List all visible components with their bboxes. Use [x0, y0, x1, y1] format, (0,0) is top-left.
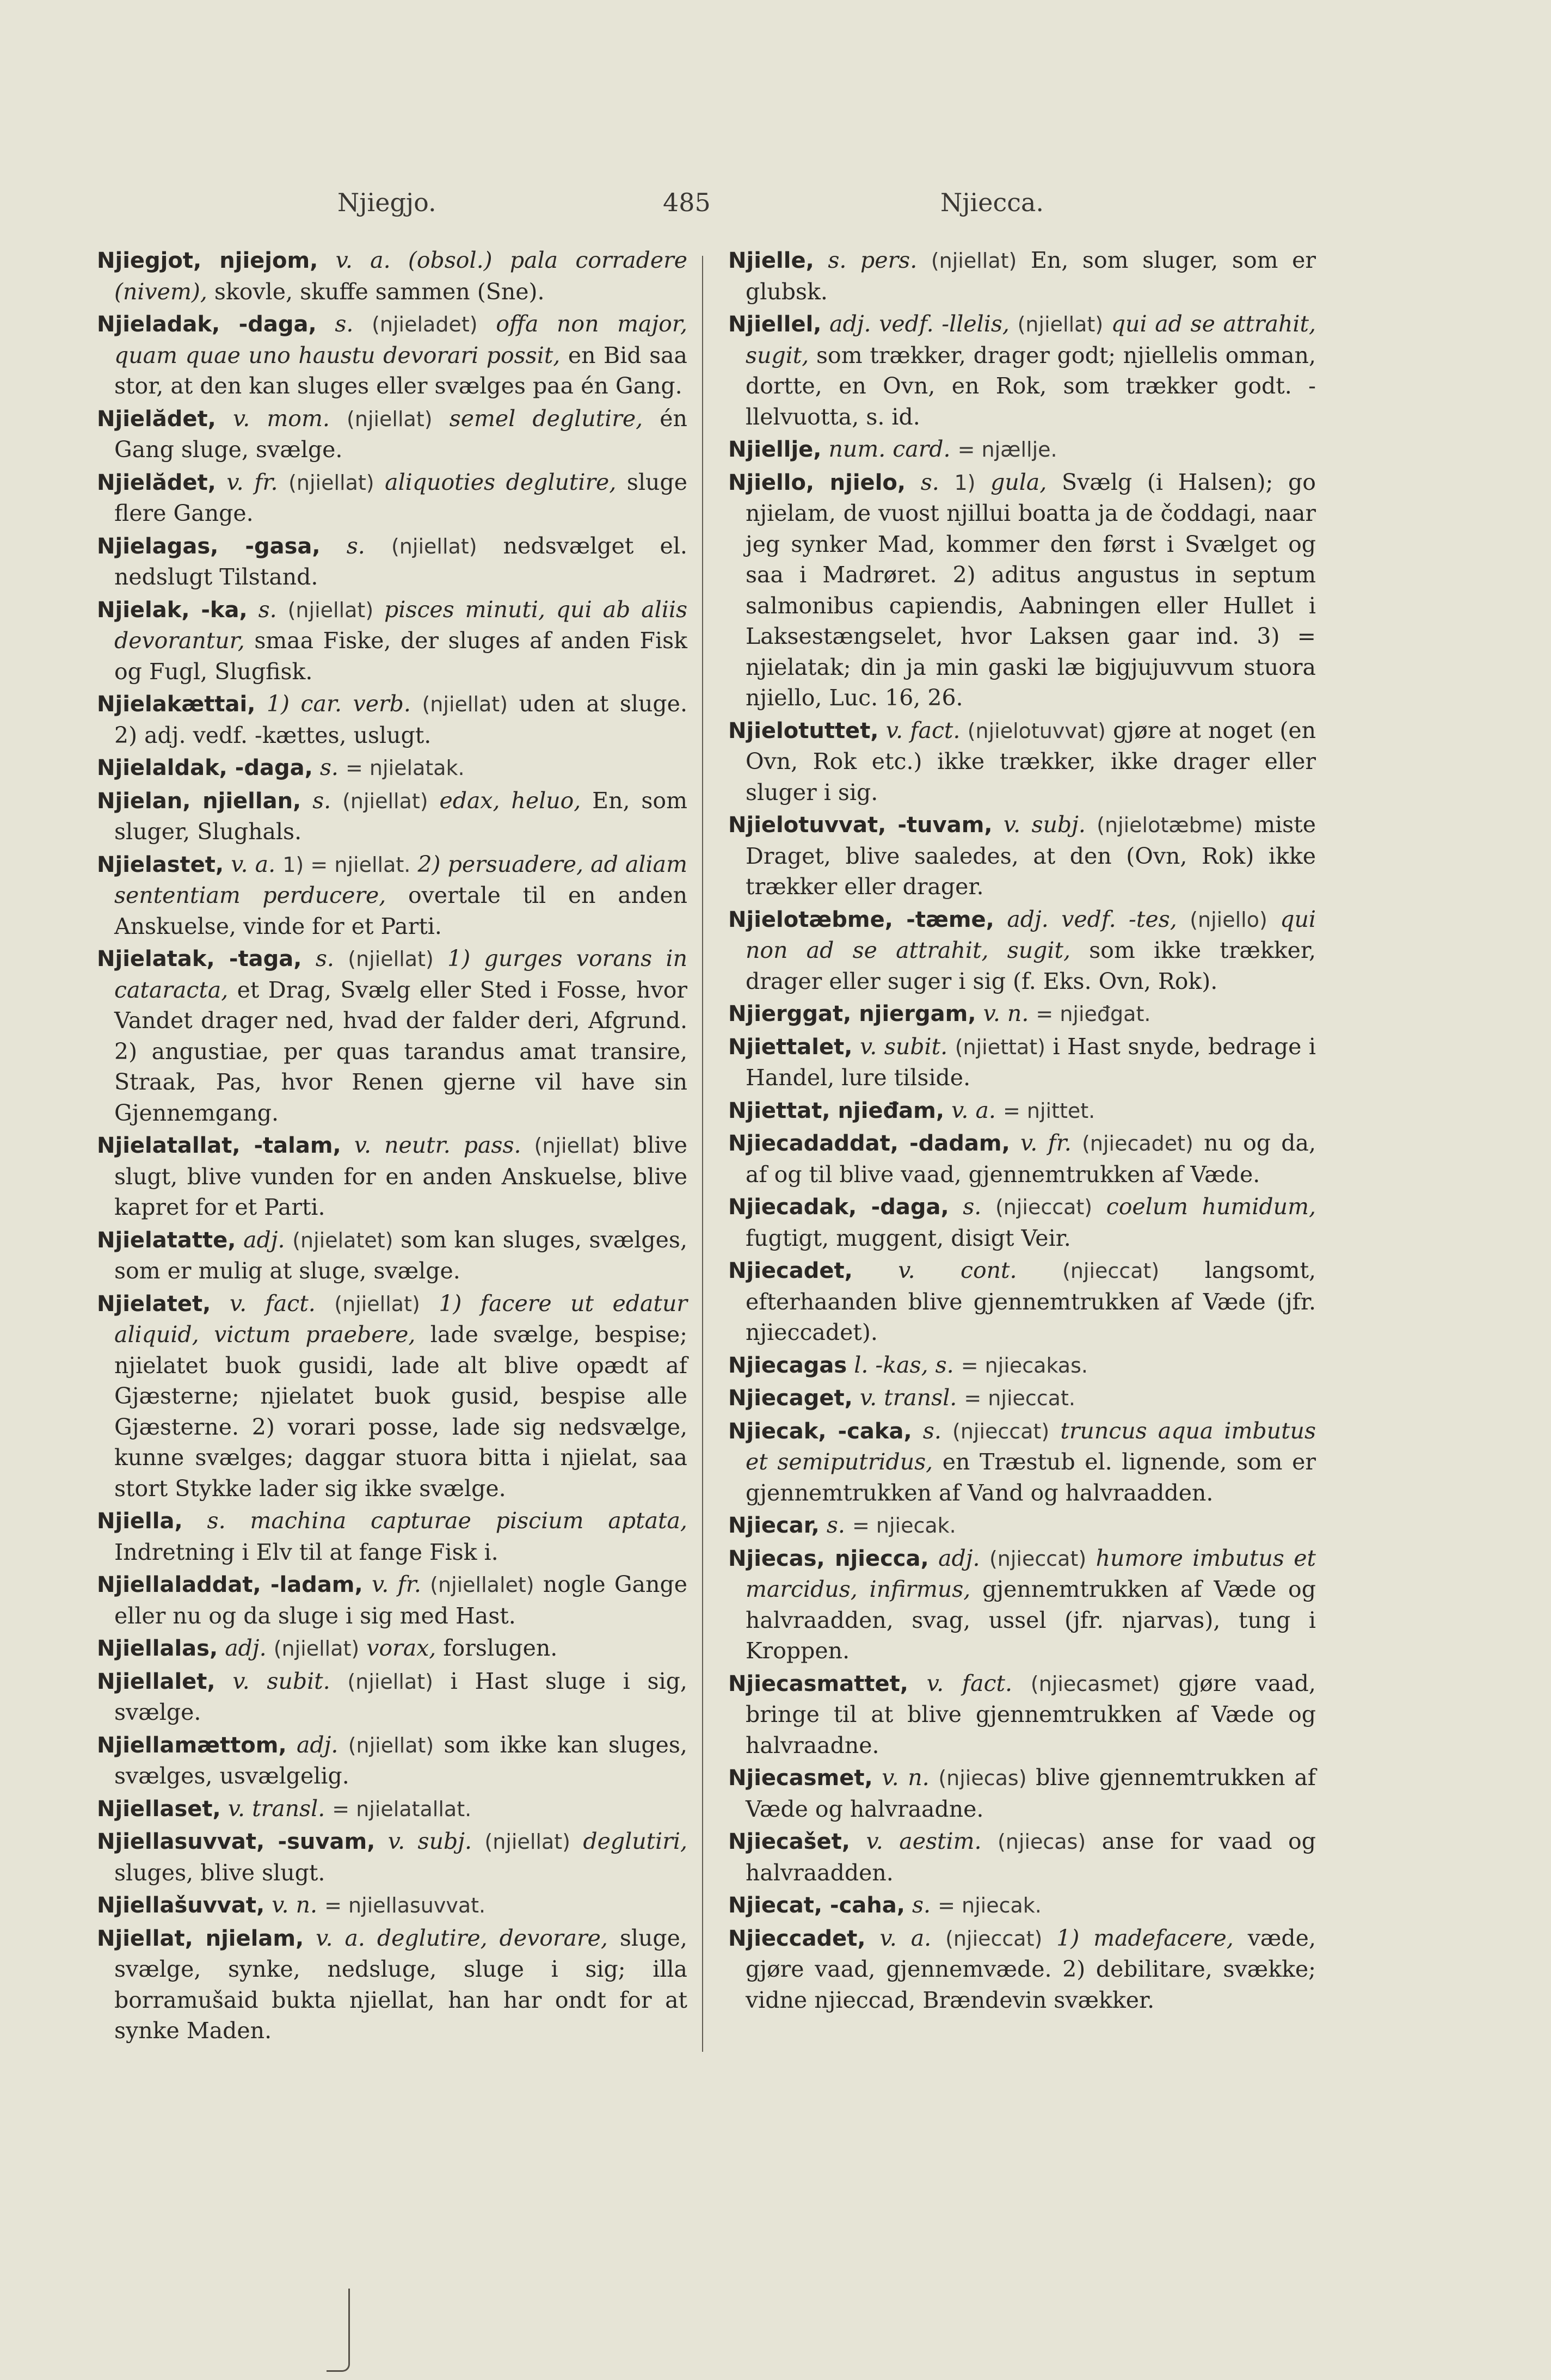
latin-gloss: deglutiri, [583, 1828, 687, 1854]
grammar-label: v. a. [316, 1924, 365, 1951]
latin-gloss: 1) facere ut edatur aliquid, victum praebere, [114, 1290, 687, 1348]
etymology-reference: (njiellat) [931, 249, 1017, 273]
headword: Njielagas, -gasa, [97, 533, 321, 559]
etymology-reference: = njiecak. [938, 1893, 1042, 1917]
grammar-label: s. [319, 754, 338, 780]
dictionary-entry [97, 467, 687, 529]
dictionary-entry [728, 245, 1316, 307]
grammar-label: s. pers. [828, 247, 918, 273]
grammar-label: v. a. [231, 851, 276, 877]
danish-definition: som ikke kan sluges, svælges, usvælgelig. [114, 1731, 687, 1789]
latin-gloss: offa non major, quam quae uno haustu devorari possit, [114, 311, 687, 368]
dictionary-entry [728, 1350, 1316, 1381]
dictionary-entry [97, 1225, 687, 1287]
latin-gloss: qui ad se attrahit, sugit, [746, 311, 1316, 368]
headword: Njiecak, -caka, [728, 1418, 912, 1444]
headword: Njielan, njiellan, [97, 788, 301, 814]
headword: Njiecasmet, [728, 1766, 873, 1791]
dictionary-entry [97, 1793, 687, 1825]
running-head-right: Njiecca. [940, 188, 1044, 217]
grammar-label: adj. [938, 1545, 980, 1571]
latin-gloss: qui non ad se attrahit, sugit, [746, 906, 1316, 963]
etymology-reference: (njiellat) [534, 1134, 620, 1158]
danish-definition: som kan sluges, svælges, som er mulig at sluge, svælge. [114, 1226, 687, 1284]
headword: Njiecat, -caha, [728, 1893, 905, 1918]
grammar-label: l. -kas, s. [854, 1351, 954, 1378]
dictionary-entry [728, 1191, 1316, 1253]
grammar-label: s. [335, 311, 354, 337]
danish-definition: i Hast snyde, bedrage i Handel, lure tilside. [746, 1033, 1316, 1091]
dictionary-entry [97, 594, 687, 687]
etymology-reference: (njiettat) [955, 1035, 1045, 1059]
etymology-reference: (njieccat) [995, 1195, 1093, 1219]
dictionary-entry [728, 904, 1316, 997]
dictionary-entry [728, 1382, 1316, 1414]
headword: Njiellalas, [97, 1636, 218, 1661]
etymology-reference: (njiellat) [1017, 312, 1104, 336]
headword: Njielatatte, [97, 1227, 236, 1253]
danish-definition: nedsvælget el. nedslugt Tilstand. [114, 532, 687, 590]
danish-definition: sluges, blive slugt. [114, 1859, 325, 1886]
headword: Njieladak, -daga, [97, 312, 317, 337]
danish-definition: et Drag, Svælg eller Sted i Fosse, hvor Vandet drager ned, hvad der falder deri, Afgrund. 2) angustiae, per quas tarandus amat transire, Straak, Pas, hvor Renen gjerne vil have sin Gjennemgang. [114, 976, 687, 1126]
etymology-reference: (njieccat) [1062, 1259, 1160, 1283]
dictionary-entry [728, 467, 1316, 714]
headword: Njiecas, njiecca, [728, 1546, 929, 1571]
etymology-reference: (njiellat) [287, 598, 374, 622]
headword: Njielotæbme, -tæme, [728, 907, 994, 932]
margin-bracket-mark [327, 2289, 350, 2372]
etymology-reference: (njieccat) [989, 1546, 1087, 1571]
headword: Njiellat, njielam, [97, 1926, 304, 1951]
grammar-label: num. card. [828, 436, 951, 462]
danish-definition: lade svælge, bespise; njielatet buok gusidi, lade alt blive opædt af Gjæsterne; njielatet buok gusid, bespise alle Gjæsterne. 2) vorari posse, lade sig nedsvælge, kunne svælges; daggar stuora bitta i njielat, saa stort Stykke lader sig ikke svælge. [114, 1321, 687, 1502]
grammar-label: adj. vedf. -llelis, [829, 311, 1010, 337]
dictionary-entry [97, 943, 687, 1128]
grammar-label: v. fact. [885, 717, 961, 743]
danish-definition: som ikke trækker, drager eller suger i sig (f. Eks. Ovn, Rok). [746, 937, 1316, 994]
latin-gloss: semel deglutire, [449, 405, 643, 432]
dictionary-entry [728, 809, 1316, 902]
etymology-reference: (njiellat) [347, 1669, 433, 1694]
grammar-label: s. [258, 596, 277, 623]
grammar-label: v. fact. [229, 1290, 316, 1317]
grammar-label: v. subit. [859, 1033, 948, 1060]
dictionary-entry [728, 309, 1316, 432]
danish-definition: uden at sluge. 2) adj. vedf. -kættes, uslugt. [114, 691, 687, 748]
grammar-label: s. [826, 1512, 845, 1538]
etymology-reference: = njittet. [1002, 1098, 1095, 1123]
headword: Njiellalet, [97, 1669, 216, 1694]
dictionary-entry [728, 1255, 1316, 1348]
grammar-label: s. [912, 1892, 931, 1918]
dictionary-entry [97, 1569, 687, 1631]
etymology-reference: = njielatallat. [332, 1797, 472, 1821]
grammar-label: s. [312, 787, 331, 814]
headword: Njiegjot, njiejom, [97, 248, 318, 273]
latin-gloss: coelum humidum, [1106, 1194, 1316, 1220]
etymology-reference: (njiellat) [273, 1637, 360, 1661]
etymology-reference: = njiecak. [852, 1514, 956, 1538]
etymology-reference: (njiellat) [422, 692, 508, 716]
latin-gloss: (obsol.) pala corradere (nivem), [114, 247, 687, 305]
grammar-label: v. a. [335, 247, 391, 273]
danish-definition: sluge, svælge, synke, nedsluge, sluge i sig; illa borramušaid bukta njiellat, han har ondt for at synke Maden. [114, 1924, 687, 2044]
dictionary-entry [97, 1130, 687, 1223]
latin-gloss: 2) persuadere, ad aliam sententiam perducere, [114, 851, 687, 908]
latin-gloss: 1) gurges vorans in cataracta, [114, 945, 687, 1003]
dictionary-entry [728, 1128, 1316, 1190]
headword: Njielle, [728, 248, 814, 273]
grammar-label: v. transl. [859, 1385, 957, 1411]
dictionary-entry [97, 1666, 687, 1728]
grammar-label: v. neutr. pass. [354, 1132, 521, 1158]
grammar-label: v. fr. [1020, 1130, 1072, 1156]
grammar-label: s. [207, 1508, 226, 1534]
dictionary-entry [97, 403, 687, 465]
danish-definition: væde, gjøre vaad, gjennemvæde. 2) debilitare, svække; vidne njieccad, Brændevin svækker. [746, 1924, 1316, 2013]
headword: Njiecagas [728, 1352, 847, 1378]
dictionary-entry [728, 1510, 1316, 1541]
dictionary-entry [97, 849, 687, 942]
dictionary-entry [97, 1505, 687, 1567]
danish-definition: blive slugt, blive vunden for en anden Anskuelse, blive kapret for et Parti. [114, 1132, 687, 1220]
dictionary-entry [97, 1288, 687, 1504]
etymology-reference: (njiecas) [938, 1766, 1027, 1790]
latin-gloss: machina capturae piscium aptata, [250, 1508, 687, 1534]
grammar-label: v. a. [951, 1097, 996, 1123]
etymology-reference: = njieđgat. [1036, 1002, 1151, 1026]
latin-gloss: edax, heluo, [439, 787, 581, 814]
grammar-label: v. aestim. [866, 1828, 982, 1854]
danish-definition: en Bid saa stor, at den kan sluges eller svælges paa én Gang. [114, 342, 687, 399]
grammar-label: v. subj. [1003, 811, 1086, 838]
dictionary-entry [97, 1633, 687, 1664]
dictionary-entry [728, 1762, 1316, 1824]
headword: Njiecasmattet, [728, 1671, 908, 1696]
headword: Njielak, -ka, [97, 597, 248, 623]
danish-definition: nu og da, af og til blive vaad, gjennemtrukken af Væde. [746, 1130, 1316, 1188]
etymology-reference: (njielotæbme) [1097, 813, 1243, 837]
headword: Njiecaget, [728, 1386, 853, 1411]
dictionary-entry [97, 531, 687, 593]
headword: Njiellasuvvat, -suvam, [97, 1829, 376, 1854]
dictionary-entry [728, 998, 1316, 1030]
grammar-label: v. fr. [226, 469, 278, 495]
dictionary-entry [728, 434, 1316, 465]
grammar-label: adj. [225, 1635, 267, 1661]
etymology-reference: (njiecasmet) [1030, 1671, 1160, 1696]
danish-definition: én Gang sluge, svælge. [114, 405, 687, 463]
etymology-reference: = njiellasuvvat. [324, 1893, 486, 1917]
etymology-reference: (njieccat) [952, 1419, 1050, 1443]
grammar-label: adj. [243, 1226, 285, 1253]
grammar-label: v. n. [983, 1000, 1029, 1026]
latin-gloss: gula, [990, 469, 1047, 495]
danish-definition: i Hast sluge i sig, svælge. [114, 1668, 687, 1725]
etymology-reference: (njiecas) [998, 1830, 1086, 1854]
headword: Njiecadak, -daga, [728, 1195, 949, 1220]
danish-definition: gjøre at noget (en Ovn, Rok etc.) ikke trækker, ikke drager eller sluger i sig. [746, 717, 1316, 805]
headword: Njiello, njielo, [728, 470, 906, 495]
dictionary-entry [728, 715, 1316, 808]
danish-definition: nogle Gange eller nu og da sluge i sig med Hast. [114, 1571, 687, 1629]
danish-definition: forslugen. [443, 1635, 558, 1661]
dictionary-entry [97, 752, 687, 784]
danish-definition: en Træstub el. lignende, som er gjennemtrukken af Vand og halvraadden. [746, 1449, 1316, 1506]
latin-gloss: deglutire, devorare, [377, 1924, 608, 1951]
headword: Njielatallat, -talam, [97, 1133, 341, 1158]
headword: Njieccadet, [728, 1926, 866, 1951]
danish-definition: blive gjennemtrukken af Væde og halvraadne. [746, 1764, 1316, 1822]
danish-definition: langsomt, efterhaanden blive gjennemtrukken af Væde (jfr. njieccadet). [746, 1257, 1316, 1345]
danish-definition: som trækker, drager godt; njiellelis omman, dortte, en Ovn, en Rok, som trækker godt. -llelvuotta, s. id. [746, 342, 1316, 430]
etymology-reference: (njiecadet) [1082, 1131, 1193, 1155]
grammar-label: s. [346, 532, 365, 559]
dictionary-entry [728, 1826, 1316, 1888]
dictionary-entry [728, 1543, 1316, 1666]
etymology-reference: (njiellalet) [430, 1573, 534, 1597]
headword: Njiellamættom, [97, 1732, 287, 1758]
headword: Njiecadet, [728, 1258, 853, 1283]
dictionary-entry [97, 1890, 687, 1921]
etymology-reference: = njiecakas. [961, 1353, 1088, 1377]
danish-definition: smaa Fiske, der sluges af anden Fisk og Fugl, Slugfisk. [114, 628, 687, 685]
danish-definition: Indretning i Elv til at fange Fisk i. [114, 1539, 498, 1565]
headword: Njielotuvvat, -tuvam, [728, 813, 993, 838]
headword: Njiettalet, [728, 1034, 853, 1060]
grammar-label: s. [922, 1417, 941, 1444]
headword: Njiella, [97, 1509, 183, 1534]
headword: Njielastet, [97, 852, 224, 877]
etymology-reference: (njieccat) [945, 1926, 1043, 1951]
grammar-label: v. fact. [926, 1670, 1013, 1696]
dictionary-entry [97, 1923, 687, 2046]
left-column [97, 245, 687, 2048]
danish-definition: gjøre vaad, bringe til at blive gjennemtrukken af Væde og halvraadne. [746, 1670, 1316, 1758]
headword: Njielatak, -taga, [97, 946, 302, 971]
grammar-label: v. transl. [227, 1795, 325, 1822]
grammar-label: v. subj. [387, 1828, 472, 1854]
grammar-label: adj. vedf. -tes, [1007, 906, 1177, 932]
grammar-label: v. mom. [232, 405, 330, 432]
danish-definition: miste Draget, blive saaledes, at den (Ovn, Rok) ikke trækker eller drager. [746, 811, 1316, 900]
etymology-reference: (njielotuvvat) [967, 718, 1106, 743]
dictionary-entry [728, 1031, 1316, 1093]
danish-definition: En, som sluger, som er glubsk. [746, 247, 1316, 305]
dictionary-entry [728, 1095, 1316, 1127]
dictionary-entry [728, 1923, 1316, 2016]
headword: Njielădet, [97, 470, 216, 495]
latin-gloss: vorax, [366, 1635, 436, 1661]
dictionary-entry [97, 785, 687, 847]
grammar-label: v. n. [882, 1764, 930, 1791]
headword: Njielădet, [97, 406, 216, 432]
grammar-label: v. subit. [232, 1668, 330, 1694]
headword: Njielotuttet, [728, 718, 879, 743]
dictionary-entry [97, 309, 687, 402]
etymology-reference: 1) = njiellat. [282, 852, 411, 877]
headword: Njielakættai, [97, 692, 256, 717]
danish-definition: En, som sluger, Slughals. [114, 787, 687, 845]
grammar-label: s. [315, 945, 334, 971]
etymology-reference: = njielatak. [346, 756, 465, 780]
grammar-label: s. [920, 469, 939, 495]
grammar-label: 1) car. verb. [266, 691, 411, 717]
dictionary-entry [97, 688, 687, 751]
danish-definition: skovle, skuffe sammen (Sne). [214, 278, 545, 305]
grammar-label: v. cont. [898, 1257, 1017, 1283]
headword: Njielaldak, -daga, [97, 755, 313, 780]
latin-gloss: humore imbutus et marcidus, infirmus, [746, 1545, 1316, 1602]
dictionary-entry [728, 1668, 1316, 1761]
running-head-left: Njiegjo. [337, 188, 436, 217]
latin-gloss: pisces minuti, qui ab aliis devorantur, [114, 596, 687, 654]
dictionary-entry [97, 1730, 687, 1792]
grammar-label: s. [963, 1194, 982, 1220]
etymology-reference: (njiellat) [342, 789, 428, 813]
latin-gloss: truncus aqua imbutus et semiputridus, [746, 1417, 1316, 1475]
danish-definition: Svælg (i Halsen); go njielam, de vuost njillui boatta ja de čoddagi, naar jeg synker Mad, kommer den først i Svælget og saa i Madrøret. 2) aditus angustus in septum salmonibus capiendis, Aabningen eller Hullet i Laksestængselet, hvor Laksen gaar ind. 3) = njielatak; din ja min gaski læ bigjujuvvum stuora njiello, Luc. 16, 26. [746, 469, 1316, 711]
dictionary-entry [97, 245, 687, 307]
grammar-label: v. a. [879, 1924, 932, 1951]
etymology-reference: = njieccat. [964, 1386, 1075, 1410]
headword: Njiellaset, [97, 1796, 221, 1822]
headword: Njiecašet, [728, 1829, 850, 1854]
etymology-reference: (njiellat) [288, 470, 374, 495]
etymology-reference: (njiello) [1190, 907, 1267, 932]
danish-definition: gjennemtrukken af Væde og halvraadden, svag, ussel (jfr. njarvas), tung i Kroppen. [746, 1576, 1316, 1664]
danish-definition: overtale til en anden Anskuelse, vinde for et Parti. [114, 882, 687, 939]
danish-definition: fugtigt, muggent, disigt Veir. [746, 1225, 1071, 1251]
etymology-reference: (njiellat) [348, 947, 434, 971]
headword: Njiettat, njieđam, [728, 1098, 945, 1123]
latin-gloss: 1) madefacere, [1056, 1924, 1234, 1951]
etymology-reference: (njiellat) [348, 1733, 434, 1757]
page-header [0, 188, 1551, 226]
headword: Njielatet, [97, 1291, 211, 1317]
headword: Njiellel, [728, 312, 822, 337]
right-column [728, 245, 1316, 2017]
latin-gloss: aliquoties deglutire, [385, 469, 617, 495]
dictionary-entry [97, 1826, 687, 1888]
headword: Njiellaladdat, -ladam, [97, 1572, 363, 1597]
etymology-reference: (njielatet) [292, 1228, 393, 1252]
headword: Njiecadaddat, -dadam, [728, 1131, 1010, 1156]
column-divider [702, 256, 703, 2052]
danish-definition: anse for vaad og halvraadden. [746, 1828, 1316, 1886]
headword: Njiecar, [728, 1513, 820, 1538]
etymology-reference: (njieladet) [372, 312, 478, 336]
etymology-reference: 1) [954, 470, 976, 495]
headword: Njierggat, njiergam, [728, 1001, 976, 1026]
danish-definition: sluge flere Gange. [114, 469, 687, 526]
grammar-label: v. fr. [371, 1571, 421, 1597]
etymology-reference: (njiellat) [347, 407, 433, 431]
dictionary-entry [728, 1416, 1316, 1509]
headword: Njiellašuvvat, [97, 1893, 265, 1918]
etymology-reference: (njiellat) [334, 1292, 420, 1316]
grammar-label: v. n. [272, 1892, 318, 1918]
page-number: 485 [663, 188, 711, 217]
etymology-reference: (njiellat) [484, 1830, 570, 1854]
dictionary-entry [728, 1890, 1316, 1921]
etymology-reference: (njiellat) [391, 534, 477, 558]
grammar-label: adj. [296, 1731, 338, 1758]
headword: Njiellje, [728, 437, 822, 462]
etymology-reference: = njællje. [957, 438, 1057, 462]
